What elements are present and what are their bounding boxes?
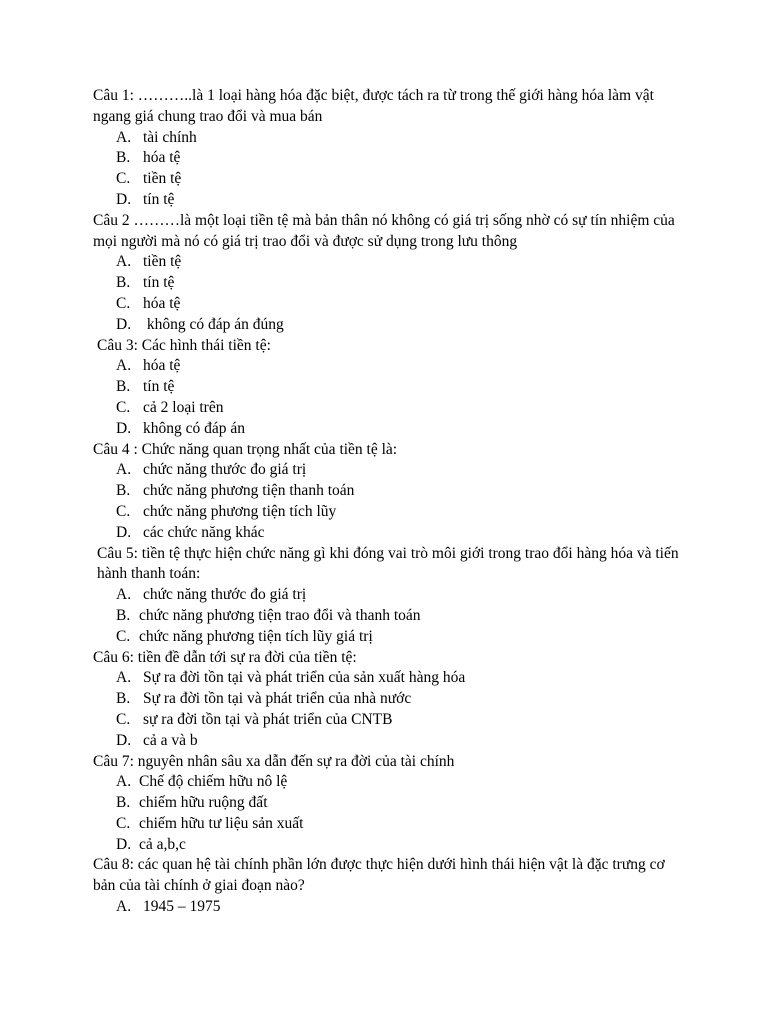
option-letter: D. bbox=[116, 190, 132, 208]
option-letter: B. bbox=[116, 690, 131, 708]
option-text: hóa tệ bbox=[143, 357, 181, 375]
question-1 bbox=[93, 86, 688, 211]
option-item bbox=[93, 398, 688, 419]
option-text: Sự ra đời tồn tại và phát triển của sản xuất hàng hóa bbox=[143, 669, 466, 687]
option-text: chức năng thước đo giá trị bbox=[143, 586, 307, 604]
option-letter: B. bbox=[116, 482, 131, 500]
option-letter: A. bbox=[116, 461, 132, 479]
option-item bbox=[93, 731, 688, 752]
option-letter: D. bbox=[116, 835, 132, 853]
question-text: Câu 6: tiền đề dẫn tới sự ra đời của tiền tệ: bbox=[93, 648, 357, 666]
option-letter: B. bbox=[116, 378, 131, 396]
option-item bbox=[93, 523, 688, 544]
option-item bbox=[93, 273, 688, 294]
option-text: chức năng thước đo giá trị bbox=[143, 461, 307, 479]
option-letter: A. bbox=[116, 773, 132, 791]
option-text: chức năng phương tiện trao đổi và thanh toán bbox=[139, 606, 421, 624]
option-text: cả 2 loại trên bbox=[143, 398, 224, 416]
option-item bbox=[93, 252, 688, 273]
option-item bbox=[93, 772, 688, 793]
option-list bbox=[93, 772, 688, 855]
option-list bbox=[93, 897, 688, 918]
question-text: Câu 5: tiền tệ thực hiện chức năng gì khi đóng vai trò môi giới trong trao đổi hàng hóa và tiến hành thanh toán: bbox=[97, 544, 679, 583]
option-text: tài chính bbox=[143, 128, 197, 146]
option-text: chiếm hữu ruộng đất bbox=[139, 794, 268, 812]
option-item bbox=[93, 169, 688, 190]
option-item bbox=[93, 585, 688, 606]
option-text: các chức năng khác bbox=[143, 523, 265, 541]
option-text: chiếm hữu tư liệu sản xuất bbox=[139, 814, 304, 832]
question-text: Câu 4 : Chức năng quan trọng nhất của tiền tệ là: bbox=[93, 440, 398, 458]
option-text: tiền tệ bbox=[143, 170, 182, 188]
question-text: Câu 7: nguyên nhân sâu xa dẫn đến sự ra đời của tài chính bbox=[93, 752, 455, 770]
option-letter: C. bbox=[116, 814, 131, 832]
option-text: tín tệ bbox=[143, 274, 175, 292]
option-item bbox=[93, 897, 688, 918]
option-letter: C. bbox=[116, 502, 131, 520]
question-6 bbox=[93, 648, 688, 752]
option-letter: A. bbox=[116, 128, 132, 146]
option-letter: B. bbox=[116, 606, 131, 624]
question-3 bbox=[93, 336, 688, 440]
option-item bbox=[93, 668, 688, 689]
option-letter: C. bbox=[116, 294, 131, 312]
option-text: tiền tệ bbox=[143, 253, 182, 271]
question-text: Câu 1: ………..là 1 loại hàng hóa đặc biệt, được tách ra từ trong thế giới hàng hóa làm vật ngang giá chung trao đổi và mua bán bbox=[93, 87, 654, 125]
option-letter: D. bbox=[116, 523, 132, 541]
option-text: hóa tệ bbox=[143, 149, 181, 167]
option-text: hóa tệ bbox=[143, 294, 181, 312]
option-item bbox=[93, 835, 688, 856]
option-letter: C. bbox=[116, 398, 131, 416]
option-text: Chế độ chiếm hữu nô lệ bbox=[139, 773, 288, 791]
option-letter: A. bbox=[116, 669, 132, 687]
option-item bbox=[93, 356, 688, 377]
option-item bbox=[93, 814, 688, 835]
option-list bbox=[93, 668, 688, 751]
option-item bbox=[93, 377, 688, 398]
question-8 bbox=[93, 855, 688, 917]
option-item bbox=[93, 294, 688, 315]
question-5 bbox=[93, 544, 688, 648]
option-item bbox=[93, 190, 688, 211]
option-item bbox=[93, 315, 688, 336]
option-list bbox=[93, 356, 688, 439]
option-item bbox=[93, 502, 688, 523]
question-text: Câu 3: Các hình thái tiền tệ: bbox=[97, 336, 271, 354]
option-text: Sự ra đời tồn tại và phát triển của nhà nước bbox=[143, 690, 412, 708]
option-text: tín tệ bbox=[143, 190, 175, 208]
option-text: cả a và b bbox=[143, 731, 198, 749]
question-text: Câu 2 ………là một loại tiền tệ mà bản thân nó không có giá trị sống nhờ có sự tín nhiệm của mọi người mà nó có giá trị trao đổi và được sử dụng trong lưu thông bbox=[93, 211, 675, 250]
option-list bbox=[93, 585, 688, 647]
option-letter: A. bbox=[116, 898, 132, 916]
option-text: sự ra đời tồn tại và phát triển của CNTB bbox=[143, 710, 393, 728]
option-text: chức năng phương tiện thanh toán bbox=[143, 482, 355, 500]
option-text: chức năng phương tiện tích lũy giá trị bbox=[139, 627, 373, 645]
option-item bbox=[93, 710, 688, 731]
option-letter: D. bbox=[116, 315, 132, 333]
option-letter: B. bbox=[116, 274, 131, 292]
option-letter: B. bbox=[116, 794, 131, 812]
option-item bbox=[93, 460, 688, 481]
option-text: 1945 – 1975 bbox=[143, 898, 221, 916]
option-item bbox=[93, 627, 688, 648]
option-item bbox=[93, 793, 688, 814]
option-item bbox=[93, 606, 688, 627]
option-list bbox=[93, 460, 688, 543]
option-item bbox=[93, 419, 688, 440]
option-letter: C. bbox=[116, 710, 131, 728]
option-text: tín tệ bbox=[143, 378, 175, 396]
option-letter: D. bbox=[116, 731, 132, 749]
option-letter: C. bbox=[116, 627, 131, 645]
question-7 bbox=[93, 752, 688, 856]
question-2 bbox=[93, 211, 688, 336]
option-letter: A. bbox=[116, 357, 132, 375]
question-4 bbox=[93, 440, 688, 544]
option-item bbox=[93, 689, 688, 710]
option-item bbox=[93, 148, 688, 169]
option-text: không có đáp án đúng bbox=[143, 315, 284, 333]
option-list bbox=[93, 128, 688, 211]
option-text: chức năng phương tiện tích lũy bbox=[143, 502, 337, 520]
question-text: Câu 8: các quan hệ tài chính phần lớn được thực hiện dưới hình thái hiện vật là đặc trưng cơ bản của tài chính ở giai đoạn nào? bbox=[93, 856, 665, 895]
option-letter: A. bbox=[116, 253, 132, 271]
option-letter: D. bbox=[116, 419, 132, 437]
option-text: cả a,b,c bbox=[139, 835, 186, 853]
option-letter: C. bbox=[116, 170, 131, 188]
option-item bbox=[93, 128, 688, 149]
option-list bbox=[93, 252, 688, 335]
option-letter: B. bbox=[116, 149, 131, 167]
option-item bbox=[93, 481, 688, 502]
option-letter: A. bbox=[116, 586, 132, 604]
option-text: không có đáp án bbox=[143, 419, 246, 437]
